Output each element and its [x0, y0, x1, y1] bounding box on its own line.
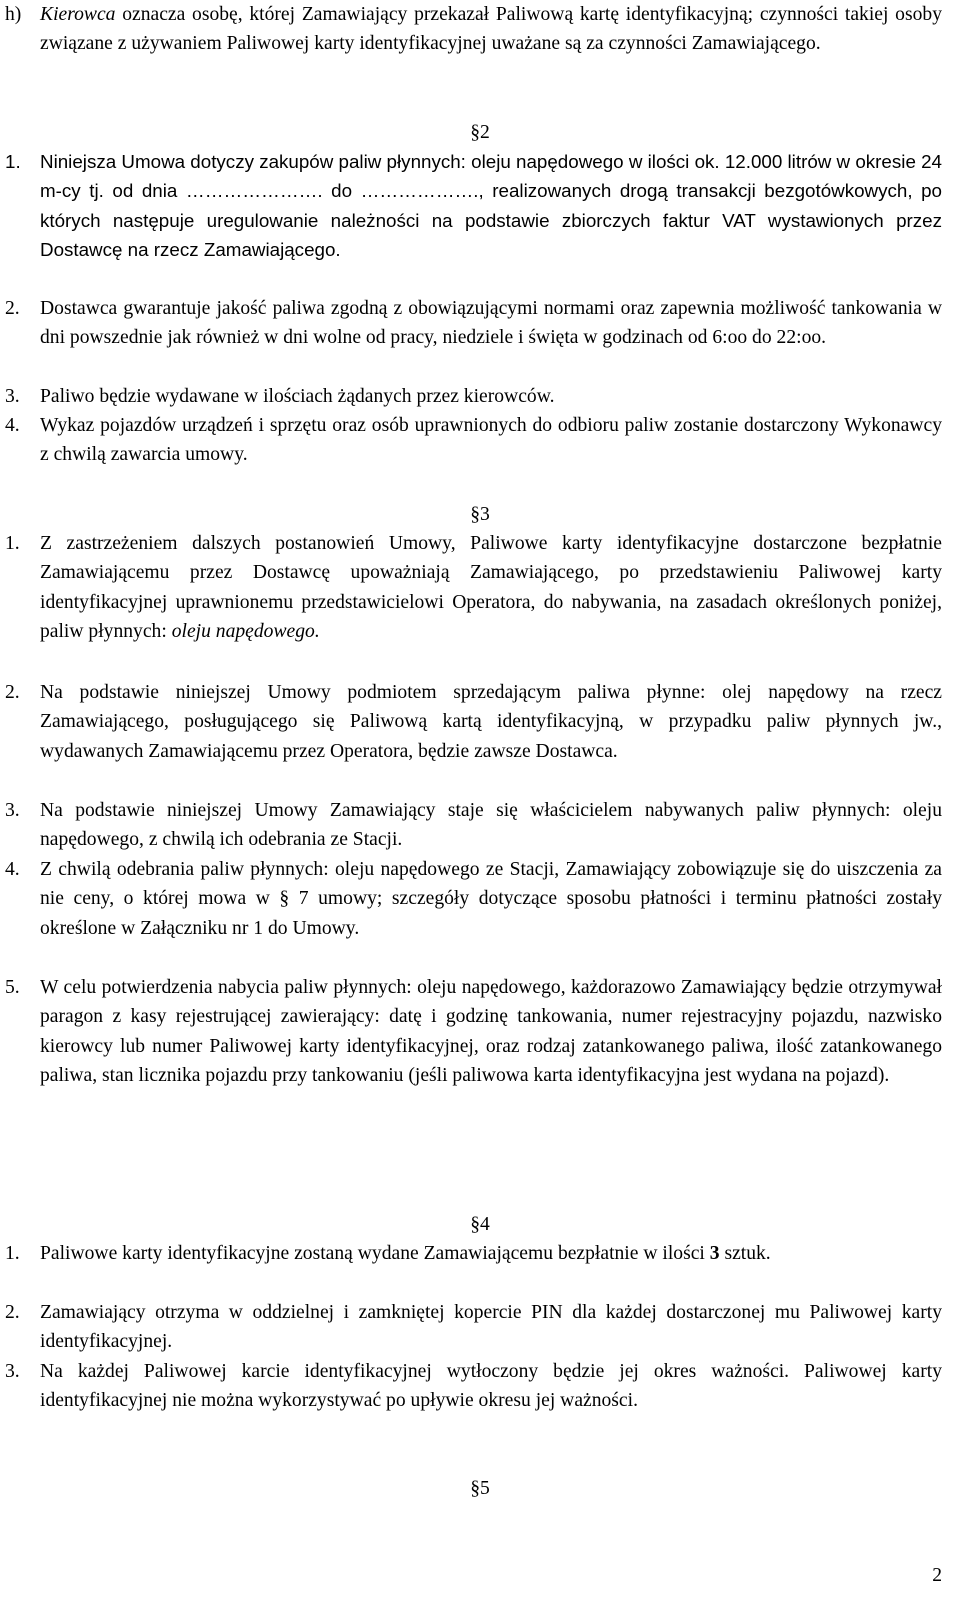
sec3-item-1-italic: oleju napędowego.: [171, 621, 320, 643]
sec4-item-2: [5, 1298, 942, 1357]
sec2-item-4-text: Wykaz pojazdów urządzeń i sprzętu oraz osób uprawnionych do odbioru paliw zostanie dostarczony Wykonawcy z chwilą zawarcia umowy.: [40, 415, 942, 466]
definition-text: oznacza osobę, której Zamawiający przekazał Paliwową kartę identyfikacyjną; czynności takiej osoby związane z używaniem Paliwowej karty identyfikacyjnej uważane są za czynności Zamawiającego.: [40, 4, 942, 55]
sec2-item-4-number: 4.: [5, 415, 20, 436]
sec3-item-5: [5, 973, 942, 1091]
sec4-item-1: [5, 1239, 942, 1268]
definition-h-label: h): [5, 4, 22, 25]
sec2-item-3-text: Paliwo będzie wydawane w ilościach żądanych przez kierowców.: [40, 386, 555, 407]
sec3-item-4-text: Z chwilą odebrania paliw płynnych: oleju napędowego ze Stacji, Zamawiający zobowiązuje się do uiszczenia za nie ceny, o której mowa w § 7 umowy; szczegóły dotyczące sposobu płatności i terminu płatności zostały określone w Załączniku nr 1 do Umowy.: [40, 859, 942, 939]
sec3-item-3-number: 3.: [5, 800, 20, 821]
sec4-item-1-number: 1.: [5, 1243, 20, 1264]
sec3-item-2-number: 2.: [5, 682, 20, 703]
page-number: 2: [932, 1565, 942, 1586]
section-heading-5: §5: [470, 1478, 490, 1499]
section-heading-2: §2: [470, 122, 490, 143]
sec2-item-3-number: 3.: [5, 386, 20, 407]
definition-term: Kierowca: [40, 4, 116, 25]
sec4-item-3-text: Na każdej Paliwowej karcie identyfikacyjnej wytłoczony będzie jej okres ważności. Paliwowej karty identyfikacyjnej nie można wykorzystywać po upływie okresu jej ważności.: [40, 1361, 942, 1412]
sec4-item-2-number: 2.: [5, 1302, 20, 1323]
sec2-item-3: [5, 382, 942, 411]
sec2-item-2-text: Dostawca gwarantuje jakość paliwa zgodną z obowiązującymi normami oraz zapewnia możliwość tankowania w dni powszednie jak również w dni wolne od pracy, niedziele i święta w godzinach od 6:oo do 22:oo.: [40, 298, 942, 349]
sec2-item-4: [5, 411, 942, 470]
sec4-item-3: [5, 1357, 942, 1416]
sec3-item-4-number: 4.: [5, 859, 20, 880]
sec3-item-1-number: 1.: [5, 533, 20, 554]
sec2-item-2-number: 2.: [5, 298, 20, 319]
sec3-item-3: [5, 796, 942, 855]
sec3-item-3-text: Na podstawie niniejszej Umowy Zamawiający staje się właścicielem nabywanych paliw płynnych: oleju napędowego, z chwilą ich odebrania ze Stacji.: [40, 800, 942, 851]
sec3-item-4: [5, 855, 942, 943]
sec4-item-1-count: 3: [709, 1243, 720, 1264]
sec3-item-2-text: Na podstawie niniejszej Umowy podmiotem sprzedającym paliwa płynne: olej napędowy na rzecz Zamawiającego, posługującego się Paliwową kartą identyfikacyjną, w przypadku paliw płynnych jw., wydawanych Zamawiającemu przez Operatora, będzie zawsze Dostawca.: [40, 682, 942, 762]
sec4-item-2-text: Zamawiający otrzyma w oddzielnej i zamkniętej kopercie PIN dla każdej dostarczonej mu Paliwowej karty identyfikacyjnej.: [40, 1302, 942, 1353]
definition-h: [5, 0, 942, 59]
sec3-item-5-number: 5.: [5, 977, 20, 998]
sec3-item-1-text: Z zastrzeżeniem dalszych postanowień Umowy, Paliwowe karty identyfikacyjne dostarczone bezpłatnie Zamawiającemu przez Dostawcę upoważniają Zamawiającego, po przedstawieniu Paliwowej karty identyfikacyjnej uprawnionemu przedstawicielowi Operatora, do nabywania, na zasadach określonych poniżej, paliw płynnych:: [40, 533, 942, 643]
sec2-item-2: [5, 294, 942, 353]
sec4-item-1-tail: sztuk.: [719, 1243, 771, 1264]
section-heading-3: §3: [470, 504, 490, 525]
sec2-item-1-text: Niniejsza Umowa dotyczy zakupów paliw płynnych: oleju napędowego w ilości ok. 12.000 litrów w okresie 24 m-cy tj. od dnia …………………. do ………………., realizowanych drogą transakcji bezgotówkowych, po których następuje uregulowanie należności na podstawie zbiorczych faktur VAT wystawionych przez Dostawcę na rzecz Zamawiającego.: [40, 151, 942, 261]
sec4-item-1-text: Paliwowe karty identyfikacyjne zostaną wydane Zamawiającemu bezpłatnie w ilości: [40, 1243, 710, 1264]
sec4-item-3-number: 3.: [5, 1361, 20, 1382]
section-heading-4: §4: [470, 1214, 490, 1235]
sec2-item-1: [5, 147, 942, 265]
sec2-item-1-number: 1.: [5, 151, 21, 172]
sec3-item-1: [5, 529, 942, 647]
sec3-item-2: [5, 678, 942, 766]
sec3-item-5-text: W celu potwierdzenia nabycia paliw płynnych: oleju napędowego, każdorazowo Zamawiający będzie otrzymywał paragon z kasy rejestrującej zawierający: datę i godzinę tankowania, numer rejestracyjny pojazdu, nazwisko kierowcy lub numer Paliwowej karty identyfikacyjnej, oraz rodzaj zatankowanego paliwa, ilość zatankowanego paliwa, stan licznika pojazdu przy tankowaniu (jeśli paliwowa karta identyfikacyjna jest wydana na pojazd).: [40, 977, 942, 1087]
